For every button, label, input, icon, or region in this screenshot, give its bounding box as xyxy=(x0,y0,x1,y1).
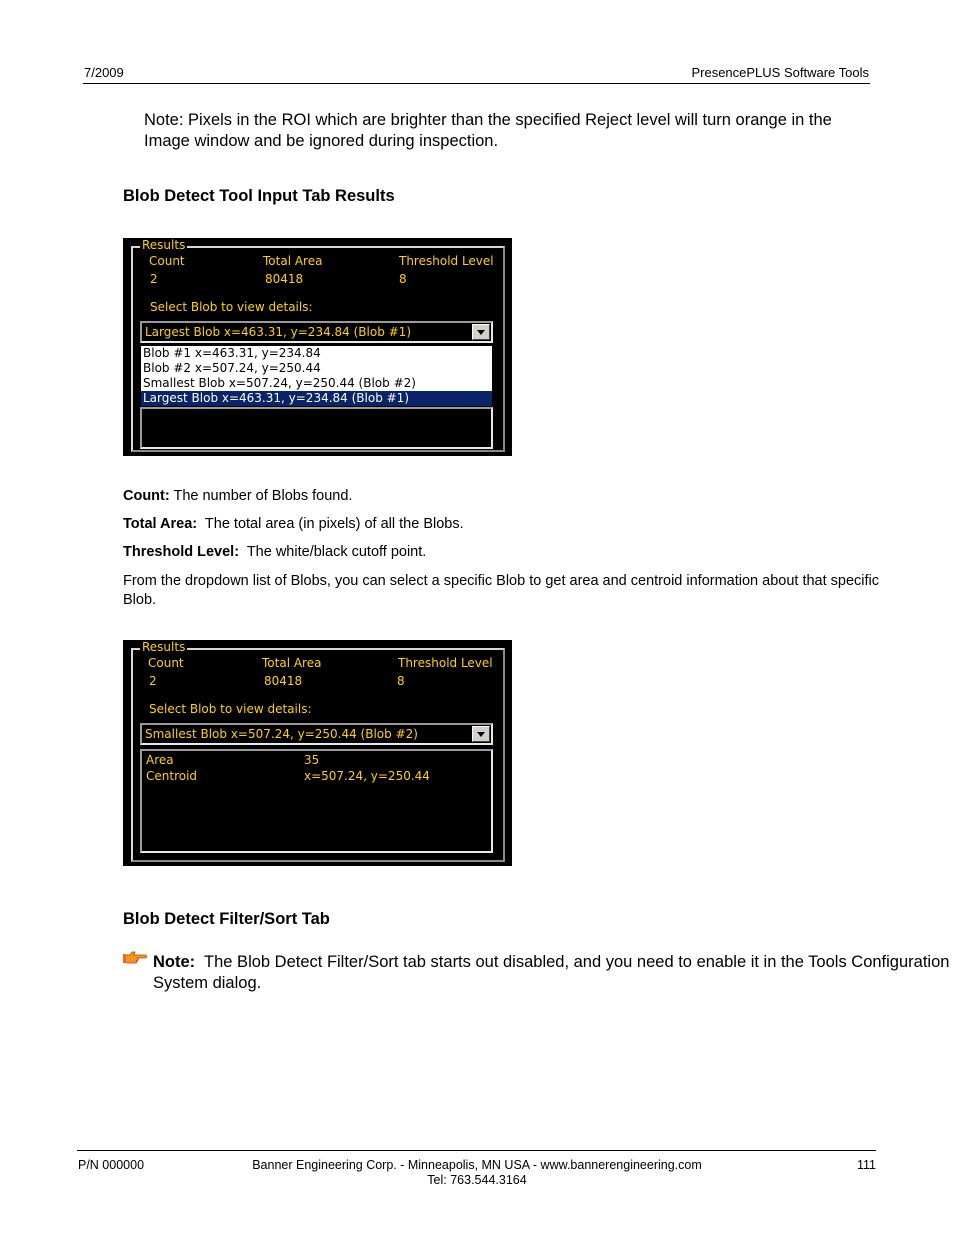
def-count-text: The number of Blobs found. xyxy=(169,488,353,504)
dropdown-arrow-icon[interactable] xyxy=(472,324,490,340)
footer-page-number: 111 xyxy=(856,1158,876,1172)
detail-centroid-label: Centroid xyxy=(146,769,198,783)
threshold-value: 8 xyxy=(399,272,407,286)
total-area-value: 80418 xyxy=(264,674,303,688)
note-bottom-text: The Blob Detect Filter/Sort tab starts out disabled, and you need to enable it in the Tools Configuration System dialog. xyxy=(153,953,954,992)
pointing-hand-icon xyxy=(123,950,147,964)
threshold-header: Threshold Level xyxy=(398,656,493,670)
results-legend: Results xyxy=(142,238,186,252)
header-title: PresencePLUS Software Tools xyxy=(691,65,869,80)
def-area-term: Total Area: xyxy=(123,516,198,532)
blob-dropdown-list xyxy=(140,345,493,407)
count-header: Count xyxy=(148,656,184,670)
note-bottom-label: Note: xyxy=(153,953,196,971)
section-title-results: Blob Detect Tool Input Tab Results xyxy=(123,187,395,205)
blob-select[interactable] xyxy=(140,321,493,343)
total-area-value: 80418 xyxy=(265,272,304,286)
threshold-value: 8 xyxy=(397,674,405,688)
blob-select-value: Largest Blob x=463.31, y=234.84 (Blob #1) xyxy=(145,325,411,339)
def-area-text: The total area (in pixels) of all the Blobs. xyxy=(197,516,464,532)
def-total-area xyxy=(123,516,464,532)
detail-area-value: 35 xyxy=(304,753,320,767)
def-count-term: Count: xyxy=(123,488,170,504)
results-panel-1 xyxy=(123,238,512,456)
dropdown-paragraph: From the dropdown list of Blobs, you can select a specific Blob to get area and centroid information about that specific Blob. xyxy=(123,573,880,608)
footer-rule xyxy=(77,1150,876,1151)
details-box xyxy=(140,749,493,853)
footer-phone: Tel: 763.544.3164 xyxy=(427,1173,527,1187)
results-legend: Results xyxy=(142,640,186,654)
details-box xyxy=(140,407,493,449)
count-value: 2 xyxy=(150,272,158,286)
blob-option[interactable]: Blob #1 x=463.31, y=234.84 xyxy=(143,346,321,360)
note-top: Note: Pixels in the ROI which are brighter than the specified Reject level will turn orange in the Image window and be ignored during inspection. xyxy=(144,111,832,150)
def-thresh-text: The white/black cutoff point. xyxy=(239,544,427,560)
footer-part-number: P/N 000000 xyxy=(78,1158,145,1172)
def-threshold xyxy=(123,544,426,560)
note-bottom xyxy=(153,952,954,994)
results-panel-2 xyxy=(123,640,512,866)
section-title-filter-sort: Blob Detect Filter/Sort Tab xyxy=(123,910,330,928)
total-area-header: Total Area xyxy=(262,656,322,670)
dropdown-arrow-icon[interactable] xyxy=(472,726,490,742)
count-value: 2 xyxy=(149,674,157,688)
blob-option[interactable]: Blob #2 x=507.24, y=250.44 xyxy=(143,361,321,375)
blob-option[interactable]: Smallest Blob x=507.24, y=250.44 (Blob #2) xyxy=(143,376,416,390)
threshold-header: Threshold Level xyxy=(399,254,494,268)
detail-centroid-value: x=507.24, y=250.44 xyxy=(304,769,430,783)
blob-option-selected[interactable]: Largest Blob x=463.31, y=234.84 (Blob #1) xyxy=(141,391,492,406)
count-header: Count xyxy=(149,254,185,268)
footer-company: Banner Engineering Corp. - Minneapolis, MN USA - www.bannerengineering.com xyxy=(252,1158,702,1172)
header-rule xyxy=(83,83,870,84)
def-count xyxy=(123,488,352,504)
def-thresh-term: Threshold Level: xyxy=(123,544,240,560)
select-blob-label: Select Blob to view details: xyxy=(150,300,313,314)
blob-select[interactable] xyxy=(140,723,493,745)
select-blob-label: Select Blob to view details: xyxy=(149,702,312,716)
blob-select-value: Smallest Blob x=507.24, y=250.44 (Blob #2) xyxy=(145,727,418,741)
detail-area-label: Area xyxy=(146,753,174,767)
total-area-header: Total Area xyxy=(263,254,323,268)
header-date: 7/2009 xyxy=(84,65,124,80)
